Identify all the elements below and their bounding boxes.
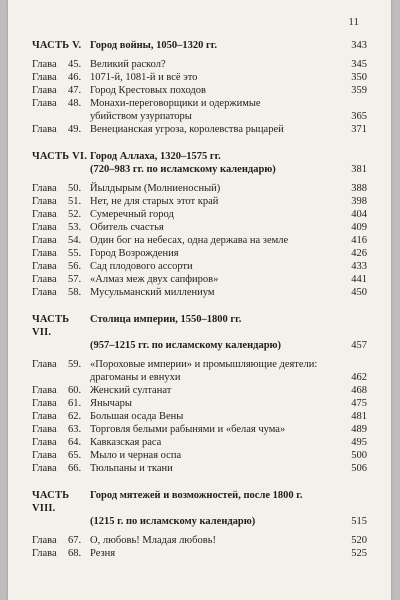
chapter-entry-line: [32, 371, 367, 384]
chapter-number: 62.: [68, 411, 82, 422]
chapter-label: Глава: [32, 437, 57, 448]
chapter-entry: [32, 260, 367, 273]
chapter-page-number: 500: [351, 450, 367, 461]
chapter-page-number: 416: [351, 235, 367, 246]
part-heading-line: [32, 515, 367, 528]
chapter-title: Один бог на небесах, одна держава на земле: [90, 235, 289, 246]
chapter-page-number: 433: [351, 261, 367, 272]
part-heading-line: [32, 150, 367, 163]
part-title: (1215 г. по исламскому календарю): [90, 516, 256, 527]
chapter-entry: [32, 195, 367, 208]
chapter-entry-line: [32, 260, 367, 273]
chapter-title: Город Крестовых походов: [90, 85, 206, 96]
chapter-label: Глава: [32, 463, 57, 474]
chapter-label: Глава: [32, 398, 57, 409]
chapter-entry-line: [32, 449, 367, 462]
chapter-title: Сумеречный город: [90, 209, 174, 220]
chapter-entry-line: [32, 58, 367, 71]
chapter-entry-line: [32, 410, 367, 423]
part-page-number: 343: [351, 40, 367, 51]
chapter-label: Глава: [32, 196, 57, 207]
chapter-number: 53.: [68, 222, 82, 233]
part-title: Город войны, 1050–1320 гг.: [90, 40, 217, 51]
chapter-number: 54.: [68, 235, 82, 246]
toc-spacer: [32, 299, 367, 313]
chapter-page-number: 506: [351, 463, 367, 474]
chapter-number: 67.: [68, 535, 82, 546]
chapter-title: Сад плодового ассорти: [90, 261, 193, 272]
part-heading: [32, 489, 367, 528]
toc-spacer: [32, 475, 367, 489]
chapter-title: Великий раскол?: [90, 59, 166, 70]
chapter-title: Монахи-переговорщики и одержимые: [90, 98, 261, 109]
chapter-entry-line: [32, 97, 367, 110]
chapter-entry: [32, 462, 367, 475]
part-page-number: 381: [351, 164, 367, 175]
chapter-title: Резня: [90, 548, 116, 559]
chapter-label: Глава: [32, 287, 57, 298]
chapter-label: Глава: [32, 424, 57, 435]
part-heading: [32, 39, 367, 52]
chapter-title: Венецианская угроза, королевства рыцарей: [90, 124, 284, 135]
chapter-number: 55.: [68, 248, 82, 259]
chapter-label: Глава: [32, 72, 57, 83]
part-label: ЧАСТЬ V.: [32, 40, 82, 51]
chapter-title: Мусульманский миллениум: [90, 287, 215, 298]
chapter-number: 59.: [68, 359, 82, 370]
chapter-entry-line: [32, 208, 367, 221]
chapter-entry: [32, 423, 367, 436]
chapter-number: 56.: [68, 261, 82, 272]
chapter-label: Глава: [32, 209, 57, 220]
chapter-page-number: 359: [351, 85, 367, 96]
chapter-entry-line: [32, 384, 367, 397]
chapter-entry: [32, 384, 367, 397]
chapter-title: Город Возрождения: [90, 248, 179, 259]
chapter-label: Глава: [32, 98, 57, 109]
chapter-label: Глава: [32, 548, 57, 559]
chapter-entry: [32, 247, 367, 260]
part-page-number: 457: [351, 340, 367, 351]
chapter-entry-line: [32, 182, 367, 195]
part-heading-line: [32, 339, 367, 352]
table-of-contents: [32, 39, 367, 560]
chapter-entry-line: [32, 84, 367, 97]
chapter-entry: [32, 397, 367, 410]
part-page-number: 515: [351, 516, 367, 527]
chapter-label: Глава: [32, 59, 57, 70]
chapter-page-number: 350: [351, 72, 367, 83]
chapter-number: 46.: [68, 72, 82, 83]
chapter-number: 64.: [68, 437, 82, 448]
chapter-entry: [32, 273, 367, 286]
chapter-entry: [32, 123, 367, 136]
chapter-title: Большая осада Вены: [90, 411, 184, 422]
page-number: 11: [348, 16, 359, 28]
chapter-entry-line: [32, 273, 367, 286]
chapter-page-number: 345: [351, 59, 367, 70]
chapter-number: 57.: [68, 274, 82, 285]
chapter-entry-line: [32, 234, 367, 247]
chapter-page-number: 495: [351, 437, 367, 448]
chapter-title: Нет, не для старых этот край: [90, 196, 219, 207]
chapter-number: 58.: [68, 287, 82, 298]
part-heading-line: [32, 489, 367, 515]
chapter-entry: [32, 449, 367, 462]
chapter-entry: [32, 84, 367, 97]
chapter-label: Глава: [32, 124, 57, 135]
chapter-entry-line: [32, 436, 367, 449]
chapter-entry: [32, 436, 367, 449]
chapter-entry: [32, 182, 367, 195]
chapter-page-number: 462: [351, 372, 367, 383]
chapter-entry-line: [32, 286, 367, 299]
chapter-page-number: 426: [351, 248, 367, 259]
chapter-title: О, любовь! Младая любовь!: [90, 535, 216, 546]
chapter-title: драгоманы и евнухи: [90, 372, 181, 383]
chapter-entry: [32, 410, 367, 423]
part-heading: [32, 150, 367, 176]
chapter-page-number: 468: [351, 385, 367, 396]
chapter-number: 48.: [68, 98, 82, 109]
chapter-page-number: 450: [351, 287, 367, 298]
chapter-entry: [32, 286, 367, 299]
chapter-label: Глава: [32, 385, 57, 396]
chapter-entry-line: [32, 195, 367, 208]
chapter-entry-line: [32, 358, 367, 371]
chapter-title: Торговля белыми рабынями и «белая чума»: [90, 424, 286, 435]
chapter-label: Глава: [32, 85, 57, 96]
chapter-title: 1071-й, 1081-й и всё это: [90, 72, 198, 83]
chapter-page-number: 409: [351, 222, 367, 233]
chapter-entry-line: [32, 221, 367, 234]
chapter-label: Глава: [32, 235, 57, 246]
chapter-page-number: 365: [351, 111, 367, 122]
chapter-number: 68.: [68, 548, 82, 559]
chapter-label: Глава: [32, 261, 57, 272]
chapter-page-number: 441: [351, 274, 367, 285]
chapter-entry-line: [32, 534, 367, 547]
chapter-entry: [32, 58, 367, 71]
chapter-entry: [32, 234, 367, 247]
chapter-page-number: 398: [351, 196, 367, 207]
chapter-label: Глава: [32, 535, 57, 546]
chapter-title: «Пороховые империи» и промышляющие деятели:: [90, 359, 318, 370]
chapter-page-number: 525: [351, 548, 367, 559]
chapter-entry: [32, 221, 367, 234]
chapter-page-number: 404: [351, 209, 367, 220]
chapter-number: 52.: [68, 209, 82, 220]
part-heading-line: [32, 313, 367, 339]
chapter-label: Глава: [32, 274, 57, 285]
chapter-entry-line: [32, 123, 367, 136]
chapter-page-number: 489: [351, 424, 367, 435]
chapter-number: 60.: [68, 385, 82, 396]
chapter-title: «Алмаз меж двух сапфиров»: [90, 274, 219, 285]
chapter-label: Глава: [32, 411, 57, 422]
chapter-entry: [32, 97, 367, 123]
chapter-label: Глава: [32, 222, 57, 233]
chapter-number: 49.: [68, 124, 82, 135]
part-title: (720–983 гг. по исламскому календарю): [90, 164, 276, 175]
chapter-page-number: 475: [351, 398, 367, 409]
chapter-title: Обитель счастья: [90, 222, 164, 233]
chapter-number: 61.: [68, 398, 82, 409]
chapter-entry: [32, 208, 367, 221]
chapter-entry: [32, 358, 367, 384]
chapter-number: 50.: [68, 183, 82, 194]
chapter-page-number: 481: [351, 411, 367, 422]
chapter-entry-line: [32, 110, 367, 123]
chapter-entry-line: [32, 247, 367, 260]
chapter-label: Глава: [32, 359, 57, 370]
part-label: ЧАСТЬ VI.: [32, 151, 88, 162]
chapter-entry-line: [32, 462, 367, 475]
chapter-entry: [32, 534, 367, 547]
chapter-title: Мыло и черная оспа: [90, 450, 182, 461]
chapter-title: Йылдырым (Молниеносный): [90, 183, 221, 194]
part-title: Столица империи, 1550–1800 гг.: [90, 314, 242, 325]
part-title: (957–1215 гг. по исламскому календарю): [90, 340, 282, 351]
chapter-entry: [32, 547, 367, 560]
part-heading: [32, 313, 367, 352]
chapter-entry-line: [32, 397, 367, 410]
chapter-number: 65.: [68, 450, 82, 461]
chapter-label: Глава: [32, 248, 57, 259]
chapter-page-number: 520: [351, 535, 367, 546]
chapter-title: убийством узурпаторы: [90, 111, 192, 122]
chapter-label: Глава: [32, 183, 57, 194]
book-page: [8, 0, 391, 600]
chapter-number: 47.: [68, 85, 82, 96]
chapter-entry: [32, 71, 367, 84]
part-heading-line: [32, 39, 367, 52]
chapter-number: 45.: [68, 59, 82, 70]
chapter-label: Глава: [32, 450, 57, 461]
part-title: Город Аллаха, 1320–1575 гг.: [90, 151, 221, 162]
part-label: ЧАСТЬ VIII.: [32, 490, 70, 514]
chapter-title: Янычары: [90, 398, 132, 409]
chapter-entry-line: [32, 423, 367, 436]
chapter-entry-line: [32, 71, 367, 84]
chapter-number: 51.: [68, 196, 82, 207]
part-heading-line: [32, 163, 367, 176]
chapter-title: Тюльпаны и ткани: [90, 463, 173, 474]
chapter-title: Женский султанат: [90, 385, 172, 396]
toc-spacer: [32, 136, 367, 150]
chapter-title: Кавказская раса: [90, 437, 162, 448]
chapter-page-number: 371: [351, 124, 367, 135]
part-label: ЧАСТЬ VII.: [32, 314, 70, 338]
chapter-number: 63.: [68, 424, 82, 435]
part-title: Город мятежей и возможностей, после 1800 г.: [90, 490, 303, 501]
chapter-entry-line: [32, 547, 367, 560]
chapter-page-number: 388: [351, 183, 367, 194]
chapter-number: 66.: [68, 463, 82, 474]
